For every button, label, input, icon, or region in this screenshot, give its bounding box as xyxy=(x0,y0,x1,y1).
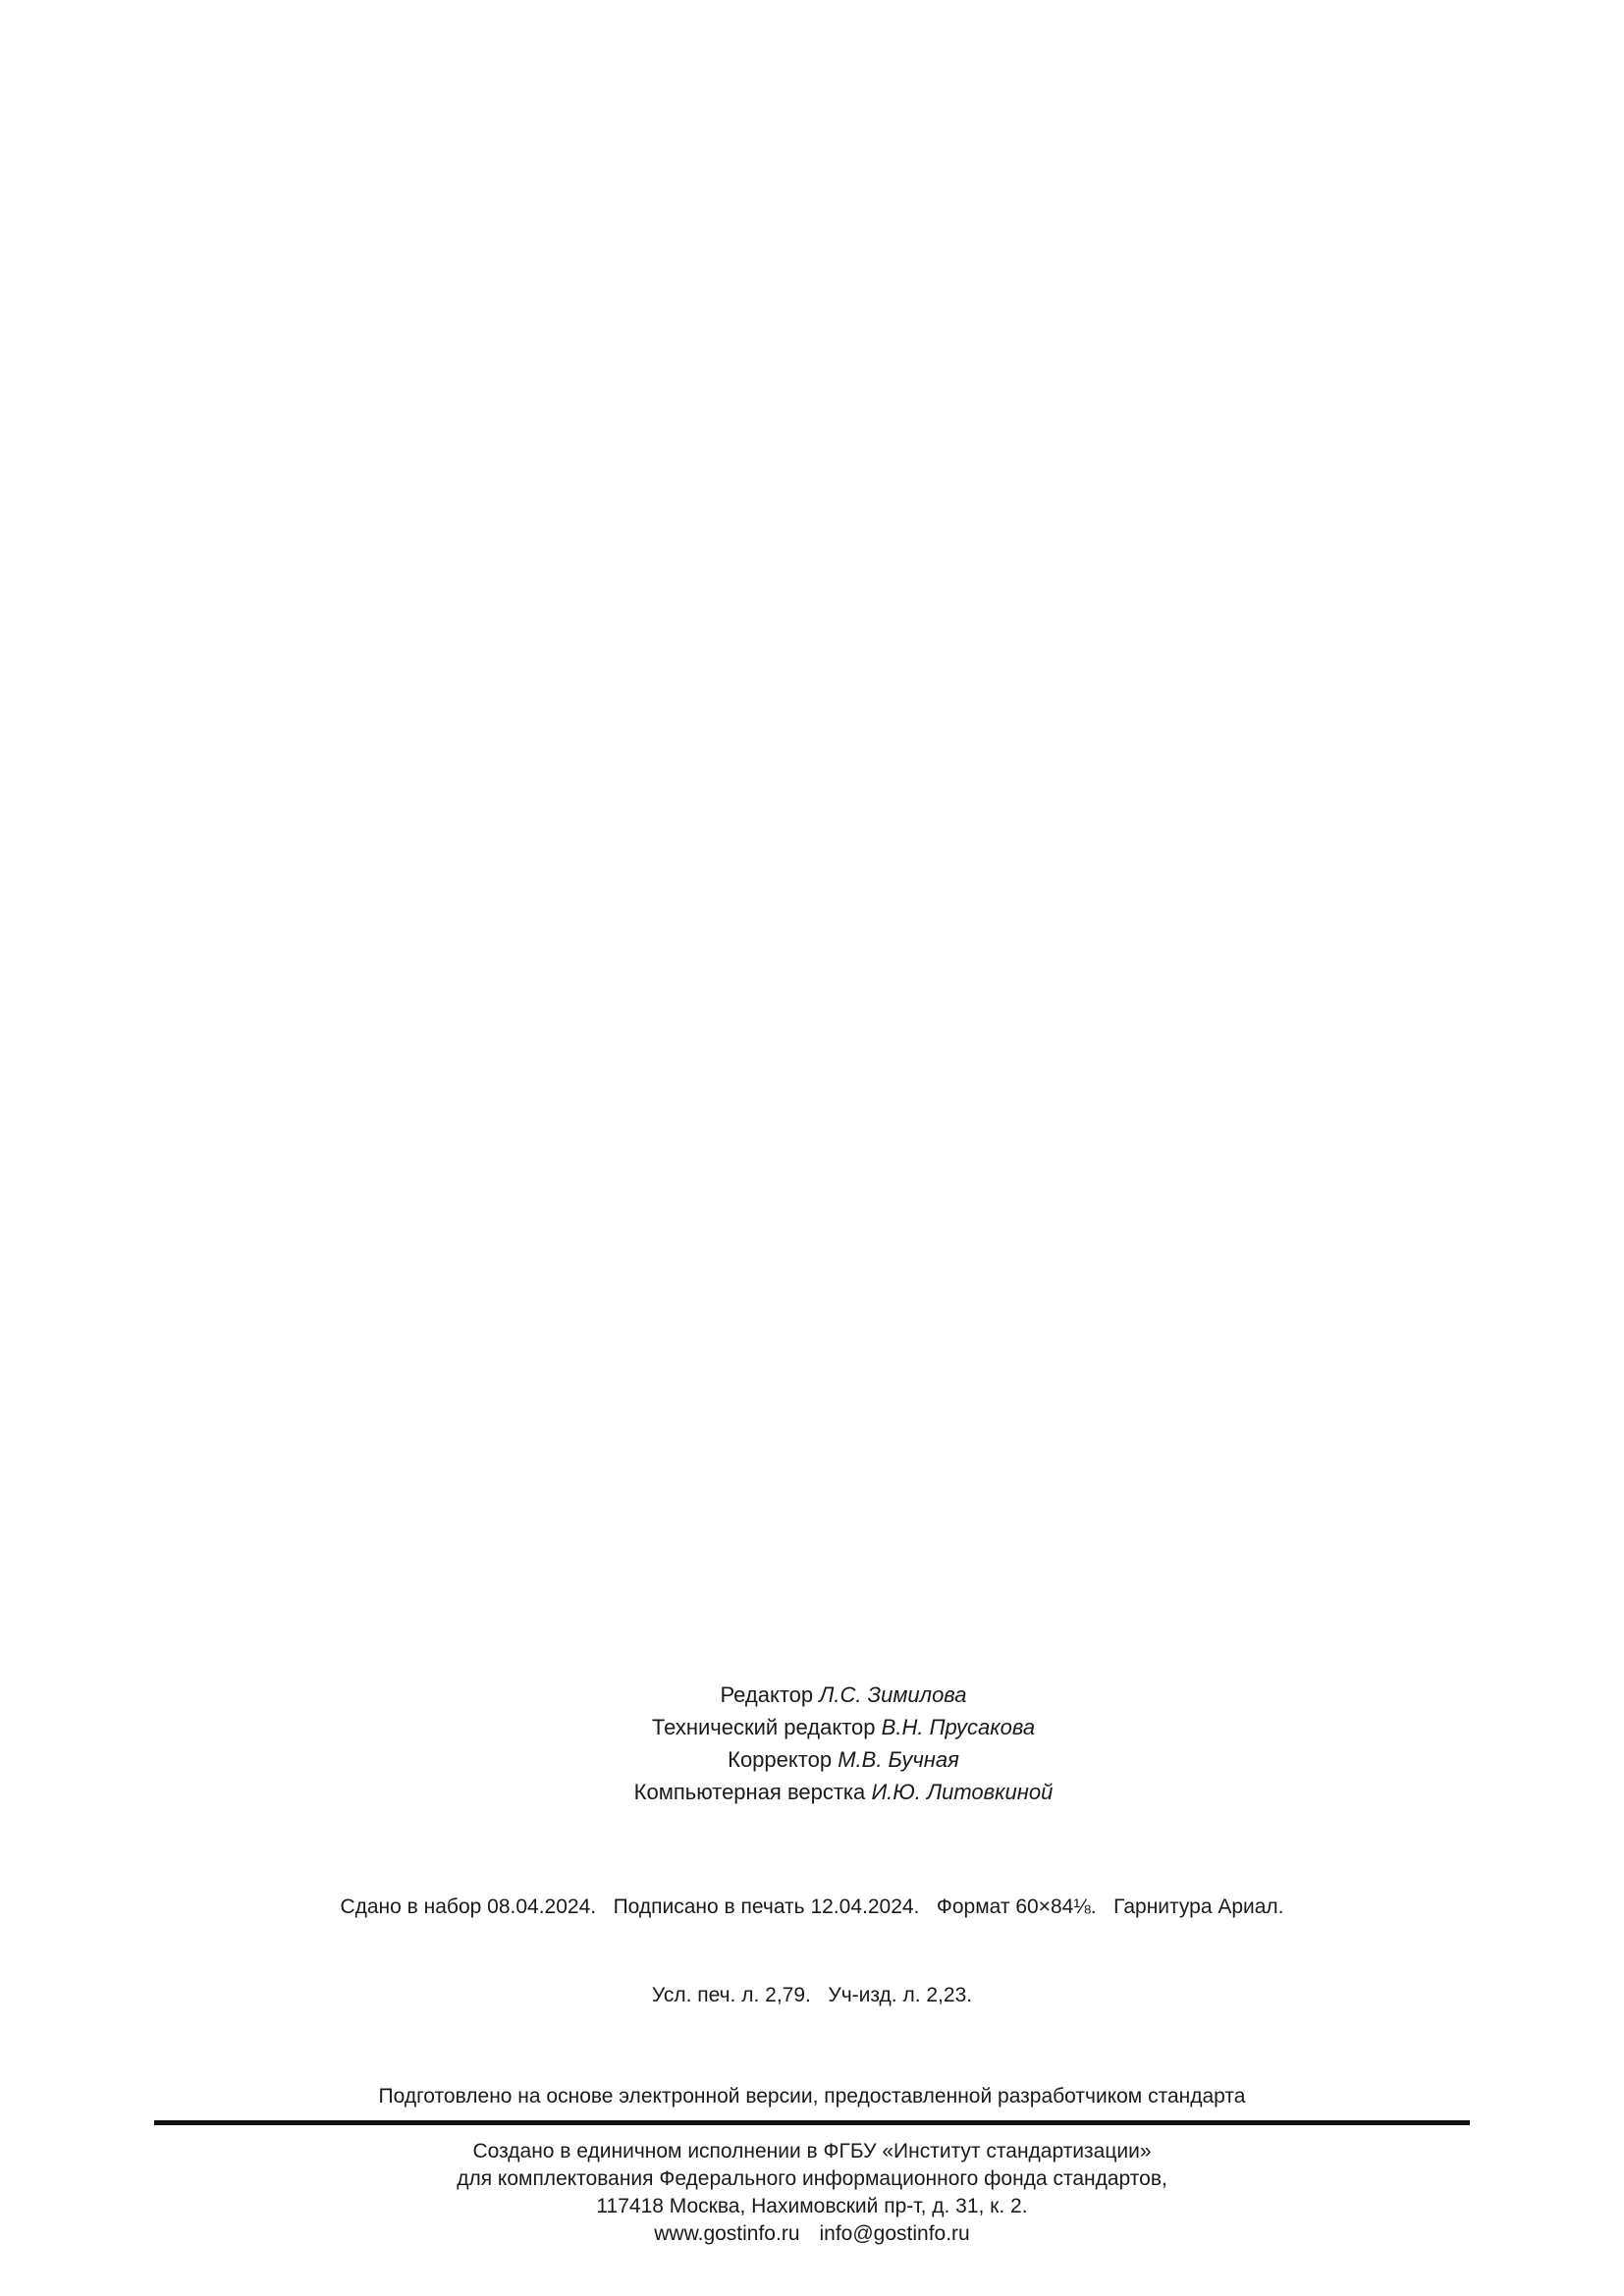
credit-line-editor xyxy=(31,1679,1624,1711)
credit-person: В.Н. Прусакова xyxy=(881,1715,1036,1739)
credit-person: М.В. Бучная xyxy=(838,1747,959,1772)
email-text: info@gostinfo.ru xyxy=(819,2222,970,2245)
colophon-section xyxy=(0,1679,1624,2248)
prepared-note: Подготовлено на основе электронной версии, предоставленной разработчиком стандарта xyxy=(378,2085,1246,2108)
publisher-block xyxy=(0,2138,1624,2248)
publisher-institution-line: Создано в единичном исполнении в ФГБУ «Институт стандартизации» xyxy=(472,2140,1152,2163)
publisher-purpose-line: для комплектования Федерального информационного фонда стандартов, xyxy=(457,2167,1167,2190)
credit-role: Корректор xyxy=(728,1747,833,1772)
credit-line-layout xyxy=(31,1776,1624,1808)
publisher-contacts-line xyxy=(0,2220,1624,2248)
credit-role: Редактор xyxy=(720,1682,814,1707)
publisher-address-line: 117418 Москва, Нахимовский пр-т, д. 31, к. 2. xyxy=(596,2195,1028,2217)
credit-line-technical-editor xyxy=(31,1711,1624,1743)
website-text: www.gostinfo.ru xyxy=(654,2222,800,2245)
imprint-sheets-line: Усл. печ. л. 2,79. Уч-изд. л. 2,23. xyxy=(651,1984,973,2006)
credit-line-corrector xyxy=(31,1743,1624,1776)
imprint-block xyxy=(0,1834,1624,2069)
imprint-dates-format-line: Сдано в набор 08.04.2024. Подписано в печать 12.04.2024. Формат 60×84⅛. Гарнитура Ариал. xyxy=(340,1896,1284,1918)
credit-person: Л.С. Зимилова xyxy=(819,1682,967,1707)
credits-block xyxy=(31,1679,1624,1808)
credit-role: Технический редактор xyxy=(651,1715,876,1739)
credit-role: Компьютерная верстка xyxy=(633,1780,866,1804)
footer-divider xyxy=(154,2120,1470,2125)
credit-person: И.Ю. Литовкиной xyxy=(871,1780,1054,1804)
